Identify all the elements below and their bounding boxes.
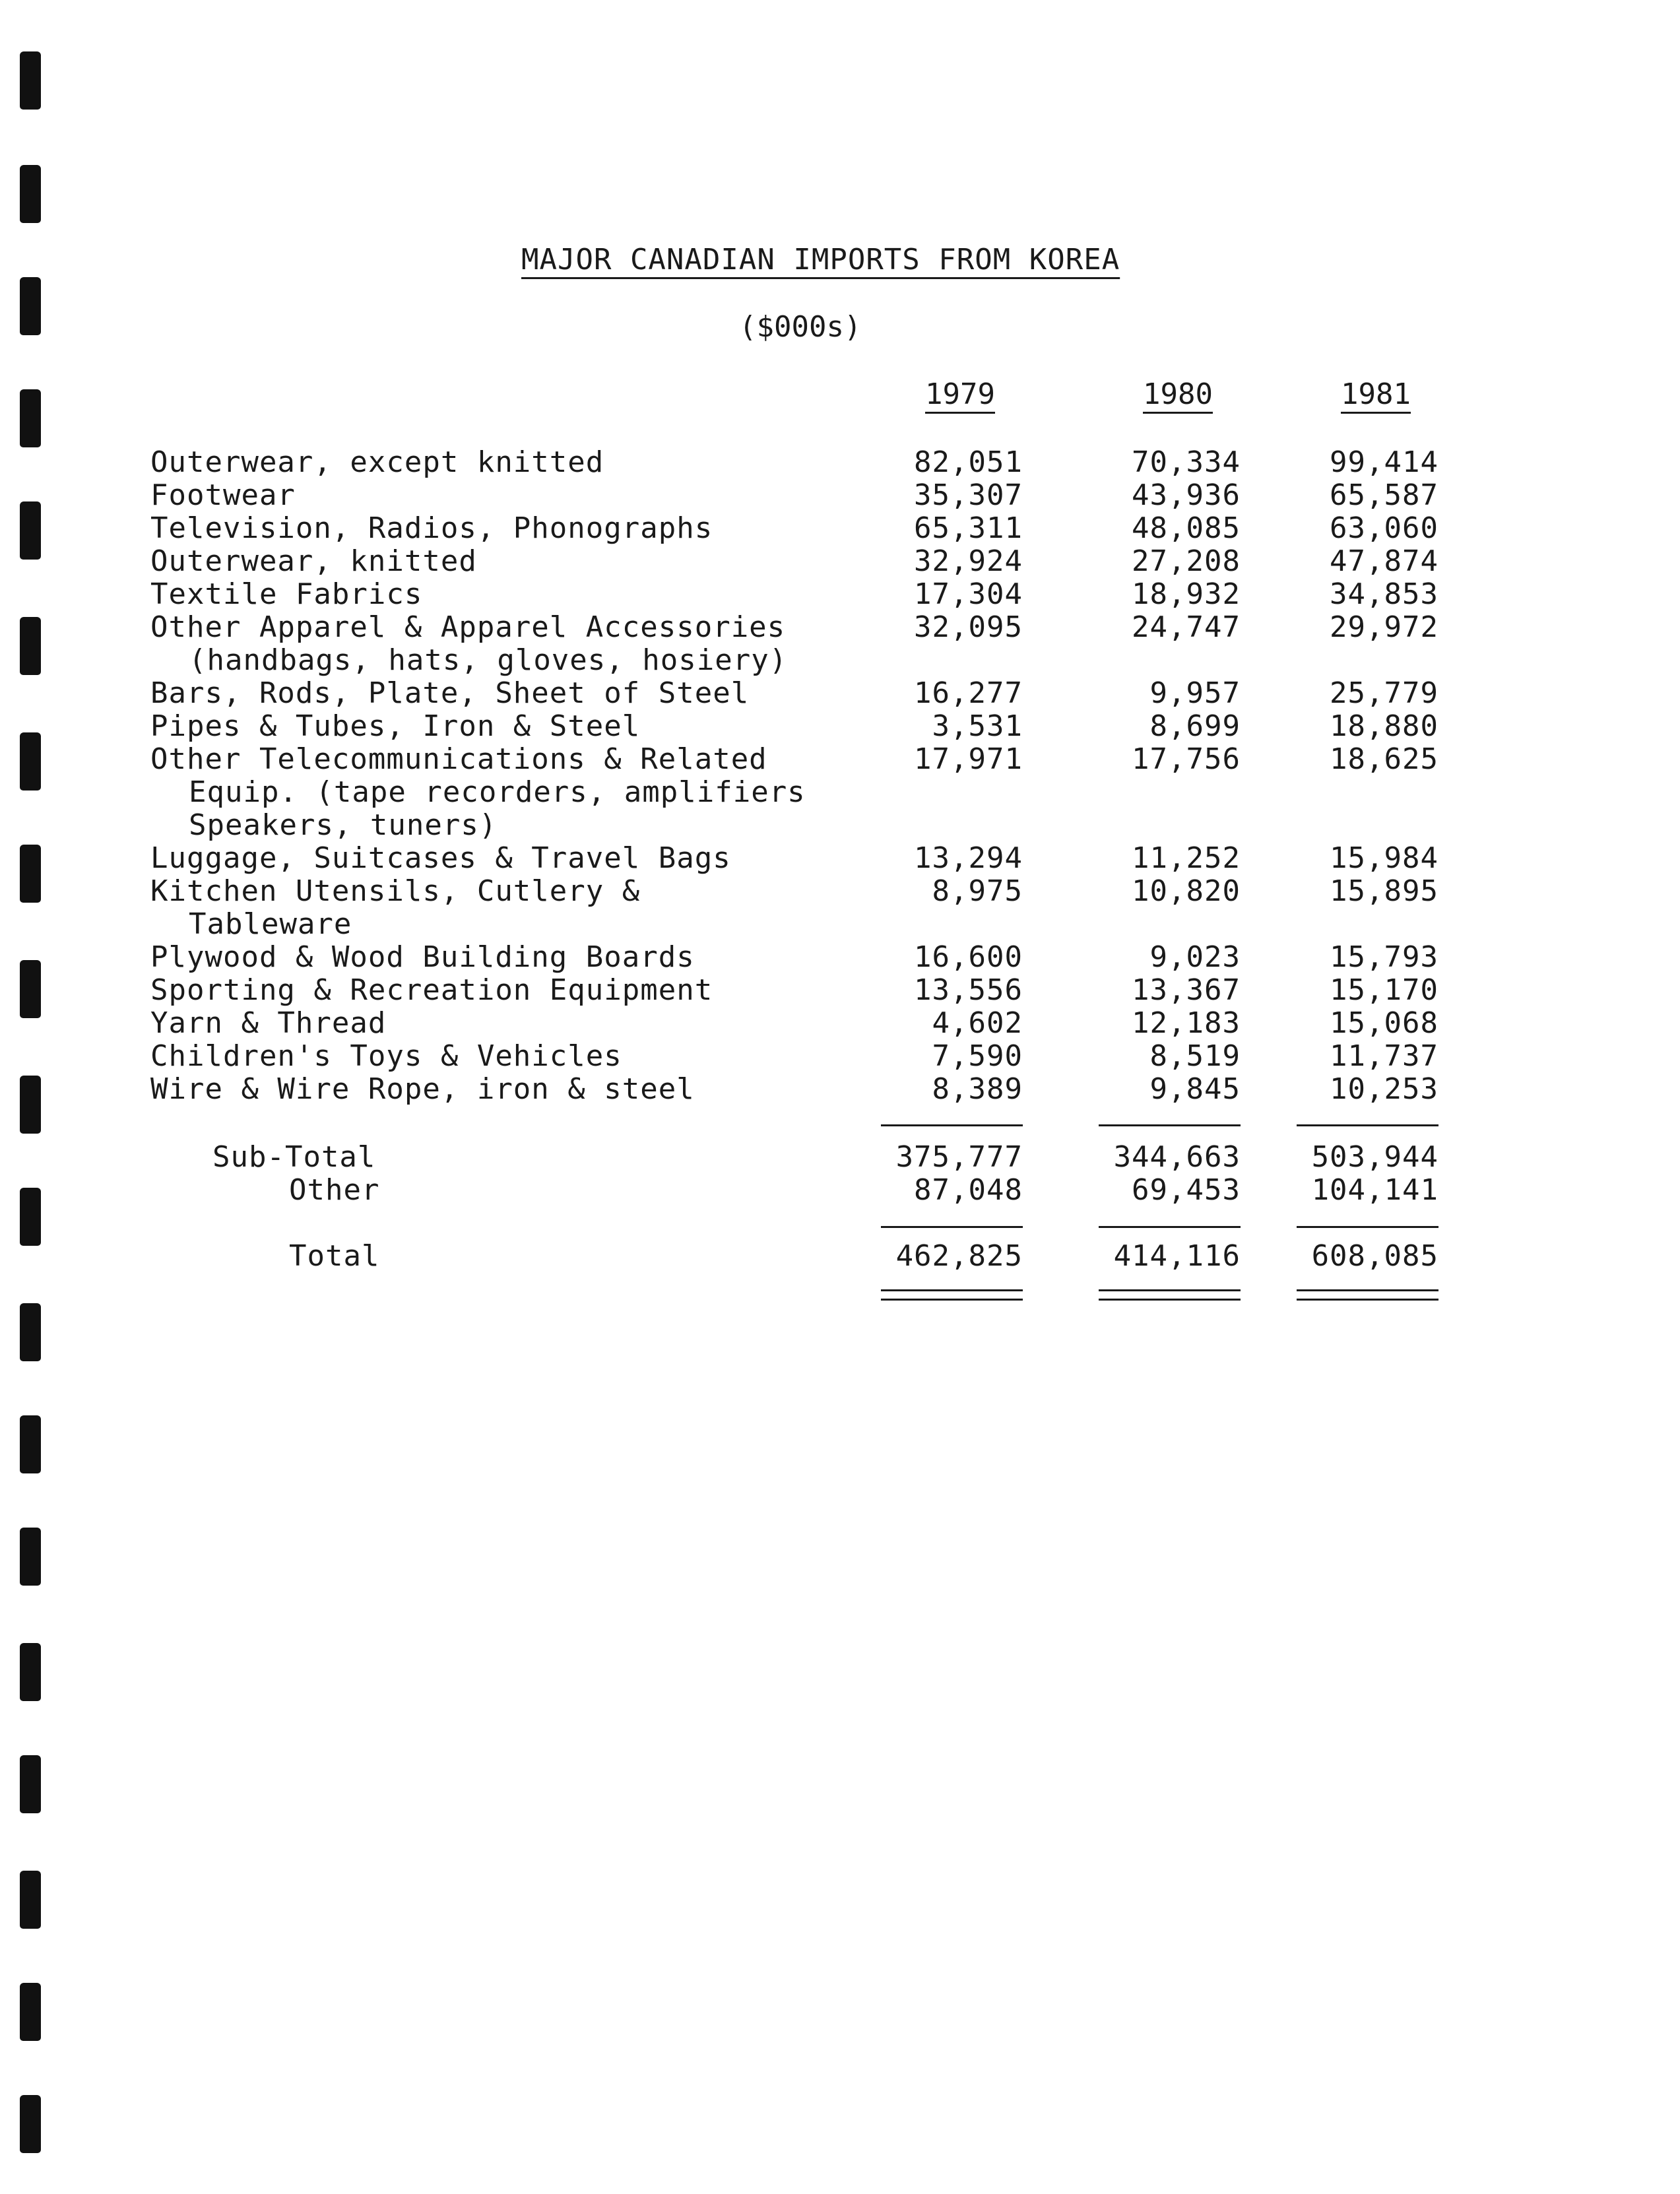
row-label: Television, Radios, Phonographs xyxy=(150,511,713,545)
row-value: 24,747 xyxy=(1132,610,1241,644)
total-rule xyxy=(881,1226,1023,1228)
row-value: 65,311 xyxy=(914,511,1023,545)
subtotal-rule xyxy=(1297,1124,1438,1126)
row-value: 9,845 xyxy=(1149,1072,1241,1106)
row-label: Plywood & Wood Building Boards xyxy=(150,940,695,974)
row-value: 8,389 xyxy=(932,1072,1023,1106)
binding-hole xyxy=(20,51,41,110)
total-double-rule xyxy=(881,1289,1023,1291)
row-value: 35,307 xyxy=(914,478,1023,512)
row-label-continuation: (handbags, hats, gloves, hosiery) xyxy=(189,643,788,677)
total-double-rule xyxy=(1099,1289,1241,1291)
other-value: 87,048 xyxy=(914,1173,1023,1207)
row-label: Bars, Rods, Plate, Sheet of Steel xyxy=(150,676,750,710)
total-double-rule xyxy=(1297,1289,1438,1291)
other-value: 104,141 xyxy=(1311,1173,1438,1207)
row-value: 15,793 xyxy=(1330,940,1438,974)
other-value: 69,453 xyxy=(1132,1173,1241,1207)
binding-hole xyxy=(20,1755,41,1813)
row-value: 8,975 xyxy=(932,874,1023,908)
row-label: Kitchen Utensils, Cutlery & xyxy=(150,874,641,908)
binding-hole xyxy=(20,1076,41,1134)
total-double-rule xyxy=(881,1299,1023,1301)
binding-hole xyxy=(20,732,41,790)
row-label: Pipes & Tubes, Iron & Steel xyxy=(150,709,641,743)
row-label-continuation: Tableware xyxy=(189,907,352,941)
row-value: 43,936 xyxy=(1132,478,1241,512)
row-value: 18,932 xyxy=(1132,577,1241,611)
row-value: 63,060 xyxy=(1330,511,1438,545)
row-value: 65,587 xyxy=(1330,478,1438,512)
binding-hole xyxy=(20,389,41,447)
row-value: 70,334 xyxy=(1132,445,1241,479)
row-value: 3,531 xyxy=(932,709,1023,743)
row-value: 12,183 xyxy=(1132,1006,1241,1040)
row-label: Sporting & Recreation Equipment xyxy=(150,973,713,1007)
row-value: 48,085 xyxy=(1132,511,1241,545)
total-double-rule xyxy=(1297,1299,1438,1301)
row-label: Outerwear, except knitted xyxy=(150,445,604,479)
row-value: 17,756 xyxy=(1132,742,1241,776)
column-header-year: 1981 xyxy=(1341,377,1411,411)
row-value: 16,277 xyxy=(914,676,1023,710)
column-header-year: 1980 xyxy=(1143,377,1213,411)
row-value: 25,779 xyxy=(1330,676,1438,710)
binding-hole xyxy=(20,1303,41,1361)
binding-hole xyxy=(20,2095,41,2153)
binding-hole xyxy=(20,1983,41,2041)
subtotal-value: 375,777 xyxy=(895,1140,1023,1174)
total-double-rule xyxy=(1099,1299,1241,1301)
row-value: 15,068 xyxy=(1330,1006,1438,1040)
subtotal-value: 503,944 xyxy=(1311,1140,1438,1174)
row-value: 18,880 xyxy=(1330,709,1438,743)
row-label: Other Apparel & Apparel Accessories xyxy=(150,610,786,644)
row-value: 8,519 xyxy=(1149,1039,1241,1073)
row-label-continuation: Equip. (tape recorders, amplifiers xyxy=(189,775,806,809)
row-value: 82,051 xyxy=(914,445,1023,479)
row-value: 29,972 xyxy=(1330,610,1438,644)
column-header-year: 1979 xyxy=(925,377,995,411)
row-value: 9,023 xyxy=(1149,940,1241,974)
row-label: Wire & Wire Rope, iron & steel xyxy=(150,1072,695,1106)
binding-hole xyxy=(20,845,41,903)
row-value: 32,924 xyxy=(914,544,1023,578)
other-label: Other xyxy=(289,1173,380,1207)
row-value: 27,208 xyxy=(1132,544,1241,578)
subtotal-label: Sub-Total xyxy=(212,1140,376,1174)
row-label: Children's Toys & Vehicles xyxy=(150,1039,622,1073)
page-title: MAJOR CANADIAN IMPORTS FROM KOREA xyxy=(521,243,1120,276)
subtotal-rule xyxy=(881,1124,1023,1126)
row-label: Textile Fabrics xyxy=(150,577,423,611)
row-value: 8,699 xyxy=(1149,709,1241,743)
subtotal-rule xyxy=(1099,1124,1241,1126)
row-label-continuation: Speakers, tuners) xyxy=(189,808,498,842)
binding-hole xyxy=(20,1871,41,1929)
row-value: 15,170 xyxy=(1330,973,1438,1007)
binding-hole xyxy=(20,277,41,335)
row-value: 47,874 xyxy=(1330,544,1438,578)
total-rule xyxy=(1297,1226,1438,1228)
total-label: Total xyxy=(289,1239,380,1273)
binding-hole xyxy=(20,1528,41,1586)
row-value: 13,556 xyxy=(914,973,1023,1007)
row-value: 16,600 xyxy=(914,940,1023,974)
row-value: 9,957 xyxy=(1149,676,1241,710)
row-label: Other Telecommunications & Related xyxy=(150,742,767,776)
total-value: 414,116 xyxy=(1113,1239,1241,1273)
row-value: 17,971 xyxy=(914,742,1023,776)
row-label: Outerwear, knitted xyxy=(150,544,477,578)
row-label: Footwear xyxy=(150,478,296,512)
row-value: 15,984 xyxy=(1330,841,1438,875)
subtotal-value: 344,663 xyxy=(1113,1140,1241,1174)
row-label: Yarn & Thread xyxy=(150,1006,387,1040)
binding-hole xyxy=(20,960,41,1018)
row-value: 15,895 xyxy=(1330,874,1438,908)
row-label: Luggage, Suitcases & Travel Bags xyxy=(150,841,731,875)
row-value: 10,253 xyxy=(1330,1072,1438,1106)
total-value: 462,825 xyxy=(895,1239,1023,1273)
binding-hole xyxy=(20,501,41,560)
row-value: 13,294 xyxy=(914,841,1023,875)
row-value: 17,304 xyxy=(914,577,1023,611)
binding-hole xyxy=(20,165,41,223)
row-value: 32,095 xyxy=(914,610,1023,644)
binding-hole xyxy=(20,1643,41,1701)
binding-hole xyxy=(20,617,41,675)
total-value: 608,085 xyxy=(1311,1239,1438,1273)
row-value: 99,414 xyxy=(1330,445,1438,479)
binding-hole xyxy=(20,1188,41,1246)
binding-hole xyxy=(20,1415,41,1473)
total-rule xyxy=(1099,1226,1241,1228)
row-value: 18,625 xyxy=(1330,742,1438,776)
row-value: 7,590 xyxy=(932,1039,1023,1073)
units-label: ($000s) xyxy=(739,310,862,344)
row-value: 4,602 xyxy=(932,1006,1023,1040)
row-value: 13,367 xyxy=(1132,973,1241,1007)
row-value: 11,737 xyxy=(1330,1039,1438,1073)
row-value: 34,853 xyxy=(1330,577,1438,611)
row-value: 11,252 xyxy=(1132,841,1241,875)
row-value: 10,820 xyxy=(1132,874,1241,908)
